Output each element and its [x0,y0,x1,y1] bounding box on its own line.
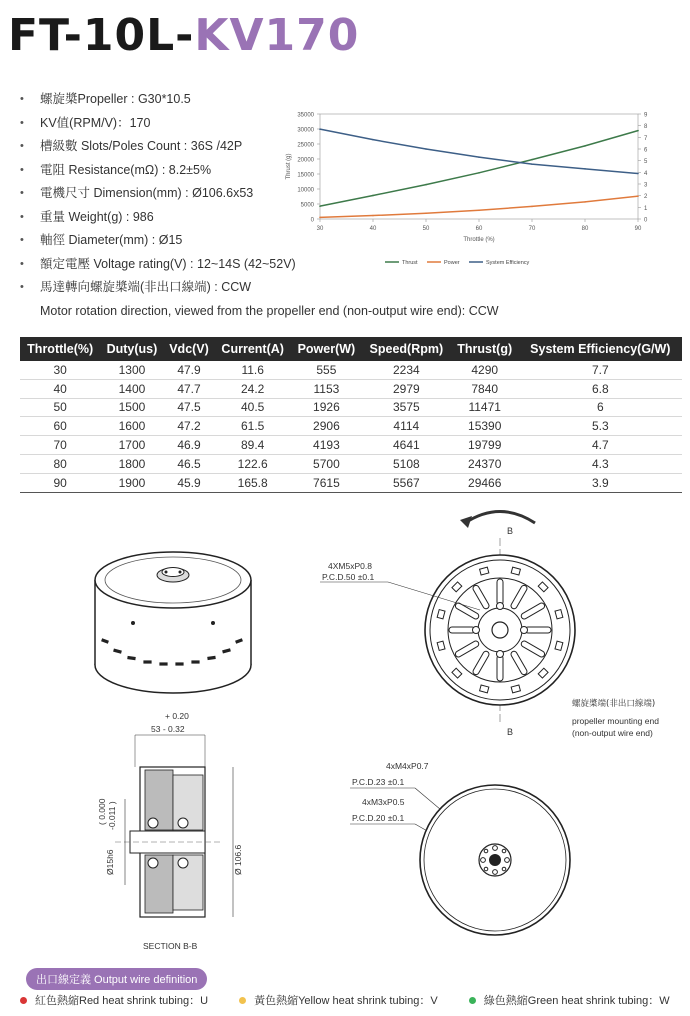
left-tick-label: 30000 [297,127,314,134]
table-cell: 6 [519,398,682,417]
green-dot-icon [469,997,476,1004]
table-cell: 46.5 [164,454,215,473]
spec-kv: • KV值(RPM/V)：170 [20,112,320,136]
right-tick-label: 1 [644,205,648,212]
left-tick-label: 20000 [297,157,314,164]
col-speed: Speed(Rpm) [362,337,451,361]
performance-chart [280,106,660,276]
left-tick-label: 5000 [300,202,314,209]
series-point [531,163,533,165]
right-tick-label: 3 [644,182,648,189]
table-cell: 5567 [362,473,451,492]
series-point [531,206,533,208]
series-point [584,145,586,147]
shaft-diameter: Ø15h6 [105,849,115,875]
table-cell: 1153 [291,379,362,398]
x-tick-label: 80 [581,226,589,232]
left-tick-label: 35000 [297,112,314,119]
table-cell: 4.3 [519,454,682,473]
table-cell: 47.5 [164,398,215,417]
table-cell: 45.9 [164,473,215,492]
spec-dimension: • 電機尺寸 Dimension(mm) : Ø106.6x53 [20,182,320,206]
x-tick-label: 90 [634,226,642,232]
legend-label: Thrust [402,260,418,266]
series-point [478,156,480,158]
yellow-dot-icon [239,997,246,1004]
table-cell: 24.2 [214,379,290,398]
left-tick-label: 10000 [297,187,314,194]
table-cell: 90 [20,473,100,492]
table-cell: 555 [291,361,362,379]
table-row [20,417,682,436]
series-point [478,172,480,174]
table-cell: 47.2 [164,417,215,436]
table-cell: 5700 [291,454,362,473]
table-row [20,454,682,473]
table-cell: 1900 [100,473,163,492]
col-thrust: Thrust(g) [451,337,519,361]
x-tick-label: 30 [316,226,324,232]
right-tick-label: 7 [644,135,648,142]
front-caption-en2: (non-output wire end) [572,728,653,738]
right-tick-label: 0 [644,217,648,224]
motor-back-view-drawing [340,755,590,950]
x-tick-label: 40 [369,226,377,232]
series-line-thrust [320,131,638,207]
table-cell: 7.7 [519,361,682,379]
wire-yellow [239,992,438,1008]
table-cell: 1800 [100,454,163,473]
series-point [637,173,639,175]
series-point [425,148,427,150]
table-cell: 70 [20,436,100,455]
x-axis-label: Throttle (%) [463,237,495,243]
back-pcd1-label: P.C.D.23 ±0.1 [352,777,405,787]
right-tick-label: 8 [644,124,648,131]
series-point [319,128,321,130]
table-cell: 29466 [451,473,519,492]
right-tick-label: 5 [644,159,648,166]
wire-green-label: 綠色熱縮Green heat shrink tubing：W [483,995,670,1007]
series-point [425,212,427,214]
wire-red [20,992,208,1008]
motor-front-view-drawing [310,500,690,745]
x-tick-label: 70 [528,226,536,232]
table-cell: 1500 [100,398,163,417]
table-cell: 165.8 [214,473,290,492]
left-tick-label: 15000 [297,172,314,179]
col-power: Power(W) [291,337,362,361]
front-pcd-label: P.C.D.50 ±0.1 [322,572,375,582]
series-point [637,195,639,197]
series-point [372,139,374,141]
table-cell: 15390 [451,417,519,436]
section-mark-top: B [507,526,514,536]
series-point [372,195,374,197]
table-cell: 1600 [100,417,163,436]
table-cell: 4114 [362,417,451,436]
table-cell: 89.4 [214,436,290,455]
table-cell: 5.3 [519,417,682,436]
left-tick-label: 25000 [297,142,314,149]
table-cell: 3.9 [519,473,682,492]
spec-shaft-diameter: • 軸徑 Diameter(mm) : Ø15 [20,229,320,253]
spec-propeller: • 螺旋槳Propeller : G30*10.5 [20,88,320,112]
table-cell: 61.5 [214,417,290,436]
table-cell: 5108 [362,454,451,473]
spec-rotation-note: Motor rotation direction, viewed from the propeller end (non-output wire end): CCW [40,303,499,318]
table-row [20,379,682,398]
series-point [531,159,533,161]
table-cell: 24370 [451,454,519,473]
back-hole1-label: 4xM4xP0.7 [386,761,429,771]
table-cell: 1926 [291,398,362,417]
x-tick-label: 60 [475,226,483,232]
table-cell: 50 [20,398,100,417]
table-cell: 80 [20,454,100,473]
table-row [20,473,682,492]
table-row [20,361,682,379]
table-cell: 4193 [291,436,362,455]
series-line-power [320,196,638,217]
wire-red-label: 紅色熱縮Red heat shrink tubing：U [35,995,209,1007]
table-cell: 1300 [100,361,163,379]
section-caption: SECTION B-B [143,941,198,951]
output-wire-title: 出口線定義 Output wire definition [26,968,207,990]
series-line-system-efficiency [320,129,638,173]
col-current: Current(A) [214,337,290,361]
series-point [319,217,321,219]
table-cell: 11.6 [214,361,290,379]
left-tick-label: 0 [310,217,314,224]
right-tick-label: 2 [644,194,648,201]
back-hole2-label: 4xM3xP0.5 [362,797,405,807]
front-hole-label: 4XM5xP0.8 [328,561,372,571]
spec-rotation: • 馬達轉向螺旋槳端(非出口線端) : CCW [20,276,320,300]
right-tick-label: 9 [644,112,648,119]
legend-label: System Efficiency [486,260,530,266]
spec-slots-poles: • 槽級數 Slots/Poles Count : 36S /42P [20,135,320,159]
legend-label: Power [444,260,460,266]
series-point [425,184,427,186]
table-cell: 1400 [100,379,163,398]
section-tolerance: + 0.20 [165,711,189,721]
outer-diameter: Ø 106.6 [233,844,243,875]
wire-yellow-label: 黃色熱縮Yellow heat shrink tubing：V [254,995,438,1007]
shaft-tolerance-bottom: -0.011 ) [107,801,117,830]
series-point [372,215,374,217]
front-caption-en1: propeller mounting end [572,716,659,726]
table-cell: 2979 [362,379,451,398]
table-cell: 3575 [362,398,451,417]
table-cell: 19799 [451,436,519,455]
spec-voltage: • 額定電壓 Voltage rating(V) : 12~14S (42~52V) [20,253,320,277]
table-cell: 40 [20,379,100,398]
table-cell: 1700 [100,436,163,455]
table-cell: 47.9 [164,361,215,379]
series-point [584,168,586,170]
col-throttle: Throttle(%) [20,337,100,361]
table-cell: 7840 [451,379,519,398]
section-view-drawing [85,705,255,955]
section-width-dim: 53 - 0.32 [151,724,185,734]
table-cell: 11471 [451,398,519,417]
table-cell: 7615 [291,473,362,492]
spec-resistance: • 電阻 Resistance(mΩ) : 8.2±5% [20,159,320,183]
col-efficiency: System Efficiency(G/W) [519,337,682,361]
right-tick-label: 6 [644,147,648,154]
table-cell: 46.9 [164,436,215,455]
table-cell: 60 [20,417,100,436]
table-header-row [20,337,682,361]
page-title [8,6,359,66]
table-row [20,436,682,455]
back-pcd2-label: P.C.D.20 ±0.1 [352,813,405,823]
series-point [319,205,321,207]
motor-perspective-drawing [88,520,258,710]
y-axis-label: Thrust (g) [286,153,292,180]
plot-frame [320,114,638,219]
series-point [478,209,480,211]
table-cell: 4290 [451,361,519,379]
performance-table [20,337,682,493]
section-mark-bottom: B [507,727,514,737]
right-tick-label: 4 [644,170,648,177]
col-duty: Duty(us) [100,337,163,361]
table-cell: 122.6 [214,454,290,473]
series-point [637,130,639,132]
col-vdc: Vdc(V) [164,337,215,361]
series-point [584,201,586,203]
table-cell: 2234 [362,361,451,379]
table-cell: 30 [20,361,100,379]
spec-weight: • 重量 Weight(g) : 986 [20,206,320,230]
shaft-tolerance-top: ( 0.000 [97,798,107,825]
table-cell: 2906 [291,417,362,436]
red-dot-icon [20,997,27,1004]
table-cell: 40.5 [214,398,290,417]
table-cell: 6.8 [519,379,682,398]
x-tick-label: 50 [422,226,430,232]
front-caption-cn: 螺旋槳端(非出口線端) [572,699,656,709]
wire-green [469,992,670,1008]
table-cell: 4641 [362,436,451,455]
kv-rating: KV170 [194,10,360,61]
table-row [20,398,682,417]
table-cell: 47.7 [164,379,215,398]
output-wire-list [20,992,690,1008]
model-name: FT-10L- [8,10,195,61]
table-cell: 4.7 [519,436,682,455]
